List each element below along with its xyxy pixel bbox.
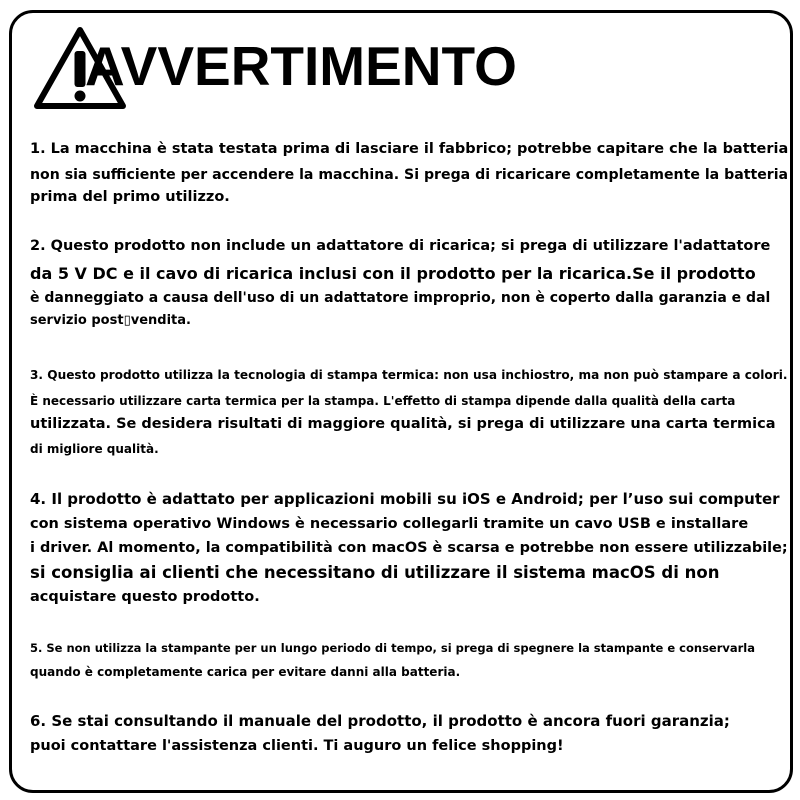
item-4-line-4: si consiglia ai clienti che necessitano di utilizzare il sistema macOS di non xyxy=(30,563,720,582)
item-6-line-1: 6. Se stai consultando il manuale del prodotto, il prodotto è ancora fuori garanzia; xyxy=(30,712,730,730)
item-5-line-2: quando è completamente carica per evitare danni alla batteria. xyxy=(30,665,461,679)
warning-card xyxy=(9,10,793,793)
item-6-line-2: puoi contattare l'assistenza clienti. Ti auguro un felice shopping! xyxy=(30,738,564,754)
item-3-line-4: di migliore qualità. xyxy=(30,442,159,456)
item-5-line-1: 5. Se non utilizza la stampante per un lungo periodo di tempo, si prega di spegnere la stampante e conservarla xyxy=(30,641,756,655)
item-4-line-5: acquistare questo prodotto. xyxy=(30,589,260,605)
item-2-line-3: è danneggiato a causa dell'uso di un adattatore improprio, non è coperto dalla garanzia e dal xyxy=(30,290,771,306)
item-4-line-2: con sistema operativo Windows è necessario collegarli tramite un cavo USB e installare xyxy=(30,516,749,532)
item-3-line-1: 3. Questo prodotto utilizza la tecnologia di stampa termica: non usa inchiostro, ma non può stampare a colori. xyxy=(30,368,788,382)
item-3-line-3: utilizzata. Se desidera risultati di maggiore qualità, si prega di utilizzare una carta termica xyxy=(30,416,776,432)
page-title: AVVERTIMENTO xyxy=(85,35,517,97)
item-2-line-4: servizio post▯vendita. xyxy=(30,313,191,328)
item-2-line-2: da 5 V DC e il cavo di ricarica inclusi con il prodotto per la ricarica.Se il prodotto xyxy=(30,264,756,283)
item-4-line-3: i driver. Al momento, la compatibilità con macOS è scarsa e potrebbe non essere utilizzabile; xyxy=(30,540,788,556)
item-4-line-1: 4. Il prodotto è adattato per applicazioni mobili su iOS e Android; per l’uso sui computer xyxy=(30,490,780,508)
item-1-line-1: 1. La macchina è stata testata prima di lasciare il fabbrico; potrebbe capitare che la batteria xyxy=(30,141,789,157)
item-2-line-1: 2. Questo prodotto non include un adattatore di ricarica; si prega di utilizzare l'adattatore xyxy=(30,238,771,254)
item-1-line-2: non sia sufficiente per accendere la macchina. Si prega di ricaricare completamente la batteria xyxy=(30,167,789,183)
item-1-line-3: prima del primo utilizzo. xyxy=(30,189,230,205)
item-3-line-2: È necessario utilizzare carta termica per la stampa. L'effetto di stampa dipende dalla qualità della carta xyxy=(30,394,736,408)
